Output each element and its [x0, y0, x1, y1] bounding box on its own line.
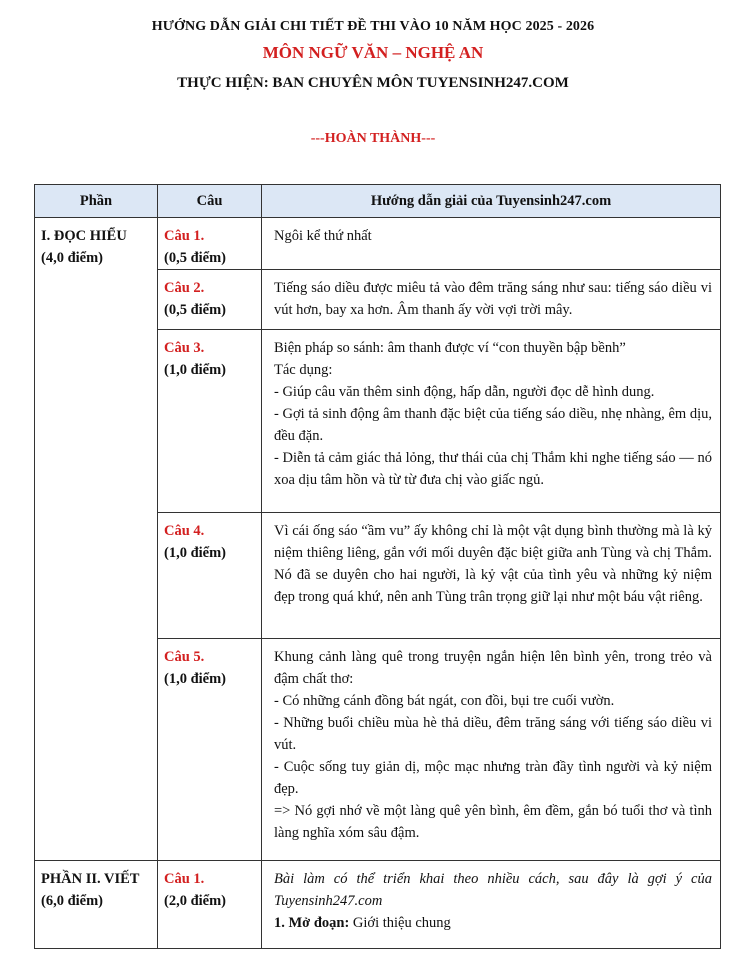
section-name: I. ĐỌC HIỂU [41, 228, 127, 244]
answer-intro: Bài làm có thể triển khai theo nhiều cách, sau đây là gợi ý của Tuyensinh247.com [274, 871, 712, 909]
answer-table [34, 184, 721, 949]
answer-text: Ngôi kể thứ nhất [274, 228, 372, 244]
question-score: (1,0 điểm) [164, 545, 227, 561]
question-label: Câu 5. [164, 649, 205, 665]
column-header-part: Phần [35, 185, 158, 218]
table-row [35, 218, 721, 270]
answer-cell [262, 218, 721, 270]
answer-cell [262, 513, 721, 639]
question-cell [158, 330, 262, 513]
answer-subsection [274, 912, 712, 934]
answer-line: - Những buổi chiều mùa hè thả diều, đêm trăng sáng với tiếng sáo diều vi vút. [274, 715, 712, 753]
question-label: Câu 2. [164, 280, 205, 296]
answer-line: Biện pháp so sánh: âm thanh được ví “con thuyền bập bềnh” [274, 340, 626, 356]
subsection-label: 1. Mở đoạn: [274, 915, 350, 931]
question-score: (2,0 điểm) [164, 893, 227, 909]
section-points: (4,0 điểm) [41, 250, 104, 266]
question-label: Câu 4. [164, 523, 205, 539]
section-points: (6,0 điểm) [41, 893, 104, 909]
column-header-guide: Hướng dẫn giải của Tuyensinh247.com [262, 185, 721, 218]
column-header-question: Câu [158, 185, 262, 218]
question-cell [158, 513, 262, 639]
answer-line: - Gợi tả sinh động âm thanh đặc biệt của tiếng sáo diều, nhẹ nhàng, êm dịu, đều đặn. [274, 406, 712, 444]
answer-line: - Cuộc sống tuy giản dị, mộc mạc nhưng tràn đầy tình người và kỷ niệm đẹp. [274, 759, 712, 797]
question-score: (1,0 điểm) [164, 362, 227, 378]
answer-cell [262, 330, 721, 513]
answer-cell [262, 270, 721, 330]
answer-cell [262, 861, 721, 949]
question-cell [158, 861, 262, 949]
answer-line: - Giúp câu văn thêm sinh động, hấp dẫn, người đọc dễ hình dung. [274, 384, 655, 400]
question-cell [158, 218, 262, 270]
answer-text: Tiếng sáo diều được miêu tả vào đêm trăng sáng như sau: tiếng sáo diều vi vút hơn, bay xa hơn. Âm thanh ấy vời vợi trời mây. [274, 280, 712, 318]
subject-title: MÔN NGỮ VĂN – NGHỆ AN [262, 43, 484, 62]
question-score: (0,5 điểm) [164, 302, 227, 318]
section-cell-writing [35, 861, 158, 949]
status-label: ---HOÀN THÀNH--- [310, 131, 436, 146]
document-title: HƯỚNG DẪN GIẢI CHI TIẾT ĐỀ THI VÀO 10 NĂM HỌC 2025 - 2026 [151, 19, 595, 34]
section-cell-reading [35, 218, 158, 861]
question-label: Câu 1. [164, 228, 205, 244]
question-label: Câu 3. [164, 340, 205, 356]
table-header-row [35, 185, 721, 218]
subsection-text: Giới thiệu chung [349, 915, 451, 931]
question-score: (1,0 điểm) [164, 671, 227, 687]
question-label: Câu 1. [164, 871, 205, 887]
answer-text: Vì cái ống sáo “ầm vu” ấy không chỉ là một vật dụng bình thường mà là kỷ niệm thiêng liêng, gắn với mối duyên đặc biệt giữa anh Tùng và chị Thắm. Nó đã se duyên cho hai người, là kỷ vật của tình yêu và những kỷ niệm đẹp trong quá khứ, nên anh Tùng trân trọng giữ lại như một báu vật riêng. [274, 523, 712, 605]
answer-line: - Có những cánh đồng bát ngát, con đồi, bụi tre cuối vườn. [274, 693, 615, 709]
question-score: (0,5 điểm) [164, 250, 227, 266]
section-name: PHẦN II. VIẾT [41, 871, 140, 887]
table-row [35, 861, 721, 949]
question-cell [158, 270, 262, 330]
answer-line: Tác dụng: [274, 362, 333, 378]
answer-line: => Nó gợi nhớ về một làng quê yên bình, êm đềm, gắn bó tuổi thơ và tình làng nghĩa xóm sâu đậm. [274, 803, 712, 841]
answer-cell [262, 639, 721, 861]
answer-line: Khung cảnh làng quê trong truyện ngắn hiện lên bình yên, trong trẻo và đậm chất thơ: [274, 649, 712, 687]
author-line: THỰC HIỆN: BAN CHUYÊN MÔN TUYENSINH247.COM [177, 75, 569, 91]
question-cell [158, 639, 262, 861]
answer-line: - Diễn tả cảm giác thả lỏng, thư thái của chị Thắm khi nghe tiếng sáo — nó xoa dịu tâm hồn và từ từ đưa chị vào giấc ngủ. [274, 450, 712, 488]
